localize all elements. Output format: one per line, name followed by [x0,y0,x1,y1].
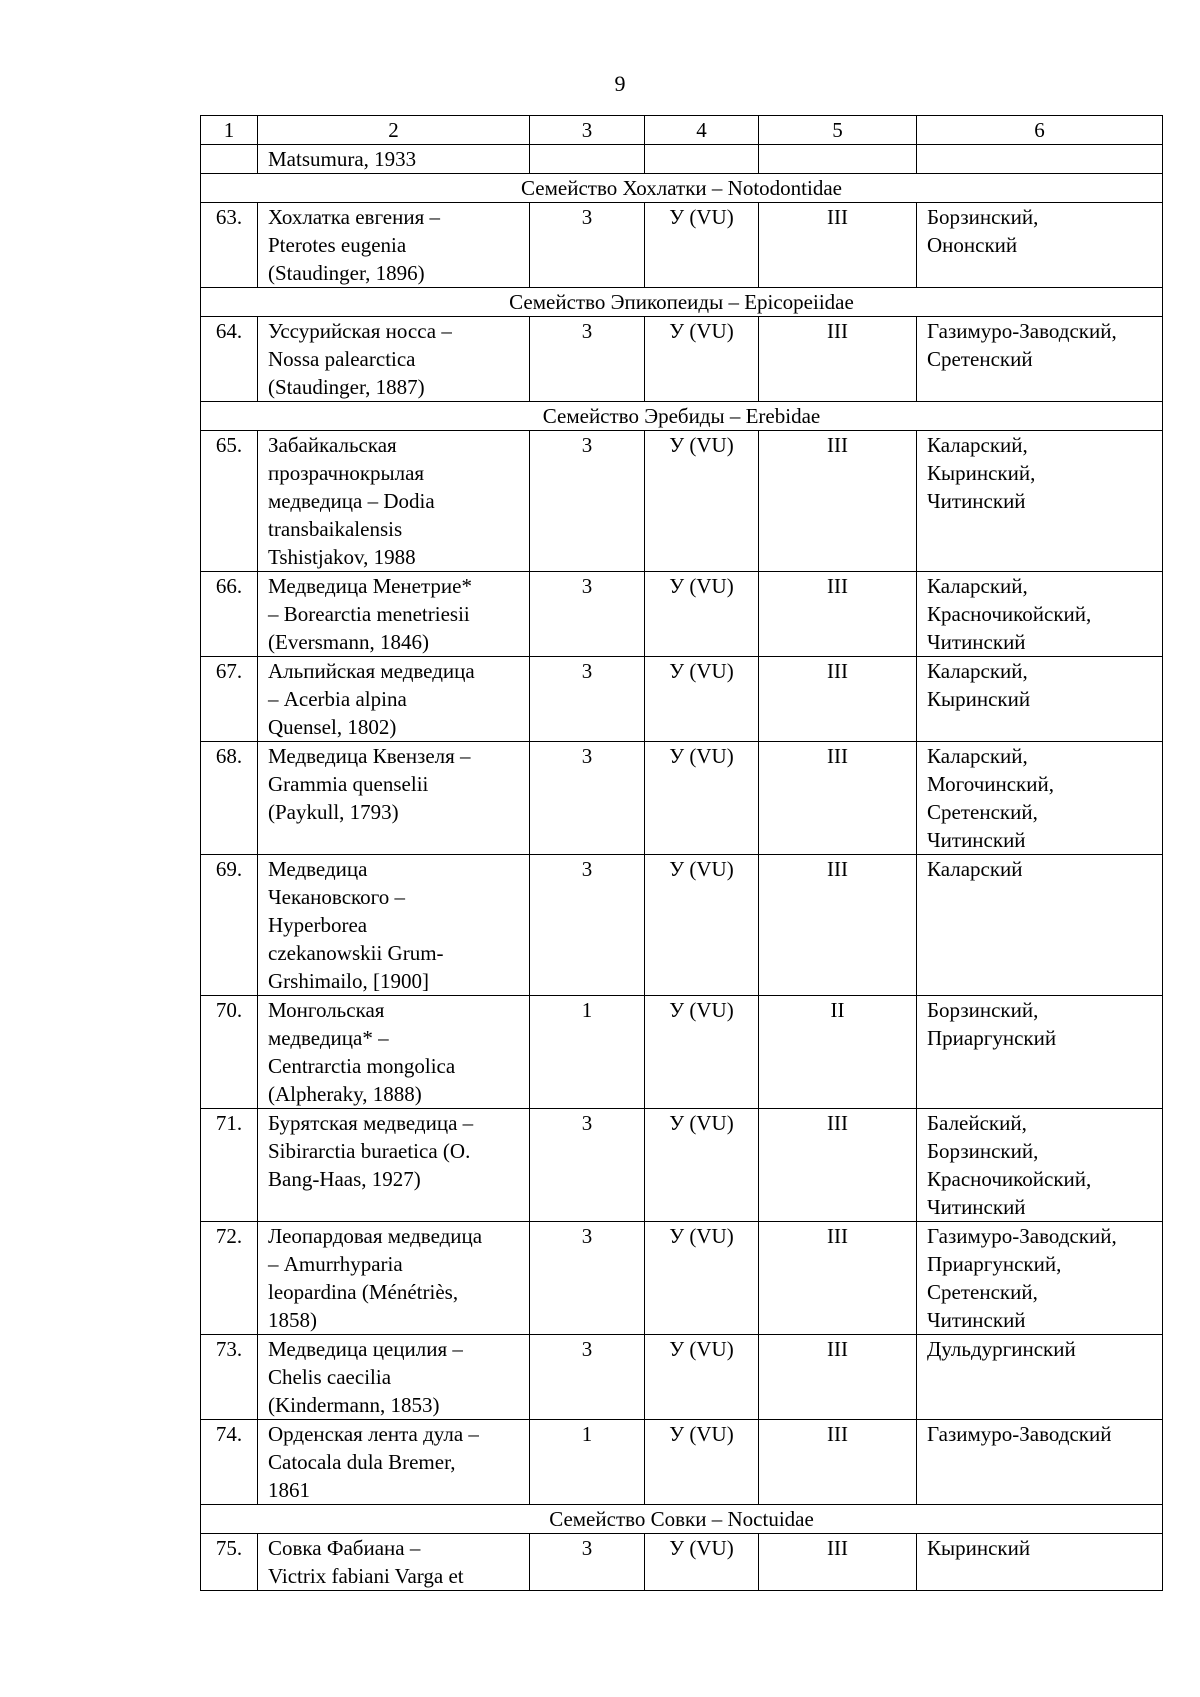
row-number-cell: 75. [201,1534,258,1591]
header-cell-6: 6 [917,116,1163,145]
regions-cell: Борзинский, Ононский [917,203,1163,288]
status-cell: У (VU) [645,1222,759,1335]
species-row [201,742,1163,855]
species-row [201,203,1163,288]
species-name-cell: Бурятская медведица – Sibirarctia buraetica (O. Bang-Haas, 1927) [258,1109,530,1222]
table-body [201,116,1163,1591]
status-cell: У (VU) [645,1420,759,1505]
row-number-cell: 65. [201,431,258,572]
status-cell: У (VU) [645,317,759,402]
row-number-cell: 67. [201,657,258,742]
header-cell-1: 1 [201,116,258,145]
priority-cell: III [759,1534,917,1591]
status-cell: У (VU) [645,996,759,1109]
continuation-row [201,145,1163,174]
species-name-cell: Альпийская медведица – Acerbia alpina Quensel, 1802) [258,657,530,742]
row-number-cell: 63. [201,203,258,288]
species-name-cell: Забайкальская прозрачнокрылая медведица – Dodia transbaikalensis Tshistjakov, 1988 [258,431,530,572]
species-table [200,115,1163,1591]
priority-cell: III [759,203,917,288]
family-label: Семейство Эпикопеиды – Epicopeiidae [201,288,1163,317]
species-row [201,996,1163,1109]
row-number-cell: 73. [201,1335,258,1420]
family-label: Семейство Эребиды – Erebidae [201,402,1163,431]
species-row [201,1222,1163,1335]
species-name-cell: Медведица цецилия – Chelis caecilia (Kindermann, 1853) [258,1335,530,1420]
regions-cell: Каларский, Красночикойский, Читинский [917,572,1163,657]
species-row [201,657,1163,742]
status-cell: У (VU) [645,1109,759,1222]
category-cell: 3 [530,1109,645,1222]
regions-cell: Балейский, Борзинский, Красночикойский, Читинский [917,1109,1163,1222]
species-name-cell: Matsumura, 1933 [258,145,530,174]
species-row [201,855,1163,996]
category-cell: 3 [530,572,645,657]
species-row [201,572,1163,657]
species-name-cell: Леопардовая медведица – Amurrhyparia leopardina (Ménétriès, 1858) [258,1222,530,1335]
family-row [201,174,1163,203]
species-name-cell: Монгольская медведица* – Centrarctia mongolica (Alpheraky, 1888) [258,996,530,1109]
family-row [201,1505,1163,1534]
status-cell: У (VU) [645,1534,759,1591]
species-row [201,317,1163,402]
family-label: Семейство Совки – Noctuidae [201,1505,1163,1534]
status-cell: У (VU) [645,855,759,996]
priority-cell: II [759,996,917,1109]
regions-cell: Каларский, Кыринский, Читинский [917,431,1163,572]
regions-cell: Газимуро-Заводский, Сретенский [917,317,1163,402]
category-cell: 3 [530,855,645,996]
species-row [201,431,1163,572]
family-row [201,402,1163,431]
row-number-cell: 69. [201,855,258,996]
row-number-cell: 70. [201,996,258,1109]
status-cell: У (VU) [645,657,759,742]
family-label: Семейство Хохлатки – Notodontidae [201,174,1163,203]
category-cell: 3 [530,431,645,572]
row-number-cell: 64. [201,317,258,402]
category-cell: 3 [530,1335,645,1420]
row-number-cell: 68. [201,742,258,855]
category-cell: 3 [530,657,645,742]
priority-cell: III [759,572,917,657]
category-cell: 3 [530,1222,645,1335]
page-number: 9 [614,71,626,96]
species-row [201,1109,1163,1222]
species-row [201,1335,1163,1420]
row-number-cell: 66. [201,572,258,657]
status-cell: У (VU) [645,1335,759,1420]
priority-cell: III [759,1420,917,1505]
header-cell-3: 3 [530,116,645,145]
species-name-cell: Орденская лента дула – Catocala dula Bremer, 1861 [258,1420,530,1505]
status-cell: У (VU) [645,572,759,657]
category-cell: 3 [530,742,645,855]
status-cell: У (VU) [645,203,759,288]
priority-cell: III [759,317,917,402]
regions-cell [917,145,1163,174]
category-cell: 3 [530,1534,645,1591]
table-header-row [201,116,1163,145]
regions-cell: Дульдургинский [917,1335,1163,1420]
priority-cell: III [759,1109,917,1222]
row-number-cell [201,145,258,174]
species-name-cell: Совка Фабиана – Victrix fabiani Varga et [258,1534,530,1591]
species-row [201,1420,1163,1505]
category-cell [530,145,645,174]
status-cell [645,145,759,174]
priority-cell: III [759,855,917,996]
status-cell: У (VU) [645,742,759,855]
status-cell: У (VU) [645,431,759,572]
regions-cell: Каларский, Кыринский [917,657,1163,742]
row-number-cell: 74. [201,1420,258,1505]
family-row [201,288,1163,317]
regions-cell: Каларский, Могочинский, Сретенский, Читинский [917,742,1163,855]
category-cell: 3 [530,317,645,402]
species-name-cell: Хохлатка евгения – Pterotes eugenia (Staudinger, 1896) [258,203,530,288]
priority-cell: III [759,742,917,855]
regions-cell: Газимуро-Заводский [917,1420,1163,1505]
row-number-cell: 72. [201,1222,258,1335]
header-cell-4: 4 [645,116,759,145]
category-cell: 1 [530,996,645,1109]
regions-cell: Борзинский, Приаргунский [917,996,1163,1109]
header-cell-2: 2 [258,116,530,145]
species-name-cell: Медведица Менетрие* – Borearctia menetriesii (Eversmann, 1846) [258,572,530,657]
priority-cell: III [759,431,917,572]
regions-cell: Газимуро-Заводский, Приаргунский, Сретенский, Читинский [917,1222,1163,1335]
priority-cell [759,145,917,174]
regions-cell: Каларский [917,855,1163,996]
row-number-cell: 71. [201,1109,258,1222]
priority-cell: III [759,657,917,742]
species-row [201,1534,1163,1591]
priority-cell: III [759,1335,917,1420]
regions-cell: Кыринский [917,1534,1163,1591]
species-name-cell: Медведица Квензеля – Grammia quenselii (Paykull, 1793) [258,742,530,855]
priority-cell: III [759,1222,917,1335]
species-name-cell: Уссурийская носса – Nossa palearctica (Staudinger, 1887) [258,317,530,402]
header-cell-5: 5 [759,116,917,145]
species-name-cell: Медведица Чекановского – Hyperborea czekanowskii Grum- Grshimailo, [1900] [258,855,530,996]
category-cell: 1 [530,1420,645,1505]
category-cell: 3 [530,203,645,288]
